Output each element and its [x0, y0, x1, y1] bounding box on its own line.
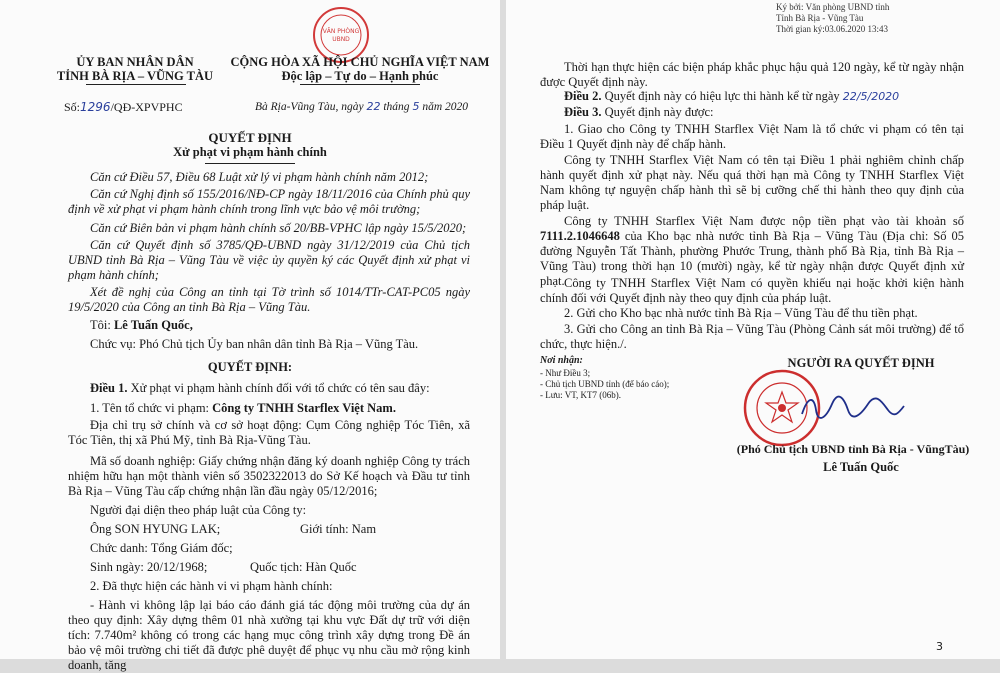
- decide-heading: QUYẾT ĐỊNH:: [207, 360, 293, 374]
- digital-signature-info: Ký bởi: Văn phòng UBND tỉnh Tỉnh Bà Rịa - Vũng Tàu Thời gian ký:03.06.2020 13:43: [776, 2, 890, 34]
- day-handwritten: 22: [366, 100, 381, 113]
- signer-role: (Phó Chủ tịch UBND tỉnh Bà Rịa - VũngTàu): [736, 442, 970, 456]
- payment-paragraph: Công ty TNHH Starflex Việt Nam được nộp tiền phạt vào tài khoản số 7111.2.1046648 của Kho bạc nhà nước tỉnh Bà Rịa – Vũng Tàu (Địa chỉ: Số 05 đường Nguyễn Tất Thành, phường Phước Trung, thành phố Bà Rịa, tỉnh Bà Rịa – Vũng Tàu) trong thời hạn 10 (mười) ngày, kể từ ngày nhận được Quyết định xử phạt.: [540, 214, 965, 288]
- rep-title: Chức danh: Tổng Giám đốc;: [90, 541, 233, 555]
- signer-position: Chức vụ: Phó Chủ tịch Ủy ban nhân dân tỉnh Bà Rịa – Vũng Tàu.: [90, 337, 419, 351]
- svg-text:UBND: UBND: [332, 36, 350, 43]
- article-1: Điều 1. Xử phạt vi phạm hành chính đối với tổ chức có tên sau đây:: [90, 381, 430, 395]
- recipient-item: - Chủ tịch UBND tỉnh (để báo cáo);: [540, 379, 670, 389]
- violation-description: - Hành vi không lập lại báo cáo đánh giá tác động môi trường của dự án theo quy định: Xây dựng thêm 01 nhà xưởng tại khu vực Đất dự trữ với diện tích: 7.740m² không có trong các hạng mục công trình xây dựng trong Đề án bảo vệ môi trường chi tiết đã được phê duyệt để phục vụ nhu cầu mở rộng kinh doanh, tăng: [68, 598, 470, 672]
- signature-icon: [798, 388, 908, 428]
- legal-basis-5: Xét đề nghị của Công an tỉnh tại Tờ trình số 1014/TTr-CAT-PC05 ngày 19/5/2020 của Công an tỉnh Bà Rịa – Vũng Tàu.: [68, 285, 470, 314]
- title-underline: [205, 163, 295, 164]
- rep-dob: Sinh ngày: 20/12/1968;: [90, 560, 208, 574]
- legal-rep-label: Người đại diện theo pháp luật của Công ty:: [90, 503, 307, 517]
- legal-basis-1: Căn cứ Điều 57, Điều 68 Luật xử lý vi phạm hành chính năm 2012;: [90, 170, 429, 184]
- signer-full-name: Lê Tuấn Quốc: [823, 460, 899, 474]
- nation-title: CỘNG HÒA XÃ HỘI CHỦ NGHĨA VIỆT NAM: [230, 55, 490, 69]
- decision-number-handwritten: 1296: [80, 100, 111, 114]
- org-name: Công ty TNHH Starflex Việt Nam.: [212, 401, 396, 415]
- article-3: Điều 3. Quyết định này được:: [564, 105, 714, 119]
- recipient-item: - Lưu: VT, KT7 (06b).: [540, 390, 622, 400]
- rep-name: Ông SON HYUNG LAK;: [90, 522, 221, 536]
- motto-underline: [300, 84, 420, 85]
- delivery-item-1: 1. Giao cho Công ty TNHH Starflex Việt Nam là tổ chức vi phạm có tên tại Điều 1 Quyết định này để chấp hành.: [540, 122, 964, 151]
- effective-date-handwritten: 22/5/2020: [842, 90, 900, 103]
- article-2: Điều 2. Quyết định này có hiệu lực thi hành kể từ ngày 22/5/2020: [564, 89, 900, 103]
- decision-number: Số:1296/QĐ-XPVPHC: [64, 100, 183, 114]
- violations-heading: 2. Đã thực hiện các hành vi vi phạm hành chính:: [90, 579, 333, 593]
- svg-text:VĂN PHÒNG: VĂN PHÒNG: [322, 28, 360, 35]
- recipients-list: [540, 368, 669, 401]
- appeal-paragraph: Công ty TNHH Starflex Việt Nam có quyền khiếu nại hoặc khởi kiện hành chính đối với Quyết định này theo quy định của pháp luật.: [540, 276, 964, 305]
- recipient-item: - Như Điều 3;: [540, 368, 591, 378]
- org-address: Địa chỉ trụ sở chính và cơ sở hoạt động: Cụm Công nghiệp Tóc Tiên, xã Tóc Tiên, thị xã Phú Mỹ, tỉnh Bà Rịa-Vũng Tàu.: [68, 418, 470, 447]
- page-number: 3: [936, 640, 943, 653]
- signer-heading: NGƯỜI RA QUYẾT ĐỊNH: [787, 356, 935, 370]
- remedy-deadline: Thời hạn thực hiện các biện pháp khắc phục hậu quả 120 ngày, kể từ ngày nhận được Quyết định này.: [540, 60, 964, 89]
- agency-underline: [86, 84, 186, 85]
- month-handwritten: 5: [412, 100, 420, 113]
- decision-page-1: [0, 0, 500, 672]
- legal-basis-3: Căn cứ Biên bản vi phạm hành chính số 20/BB-VPHC lập ngày 15/5/2020;: [90, 221, 467, 235]
- rep-gender: Giới tính: Nam: [300, 522, 377, 536]
- compliance-paragraph: Công ty TNHH Starflex Việt Nam có tên tại Điều 1 phải nghiêm chỉnh chấp hành quyết định xử phạt này. Nếu quá thời hạn mà Công ty TNHH Starflex Việt Nam không tự nguyện chấp hành thì sẽ bị cưỡng chế thi hành theo quy định của pháp luật.: [540, 153, 964, 212]
- issue-date: Bà Rịa-Vũng Tàu, ngày 22 tháng 5 năm 2020: [255, 100, 468, 113]
- rep-nationality: Quốc tịch: Hàn Quốc: [250, 560, 357, 574]
- signer-line: Tôi: Lê Tuấn Quốc,: [90, 318, 193, 332]
- signer-name: Lê Tuấn Quốc,: [113, 318, 193, 332]
- recipients-heading: Nơi nhận:: [540, 355, 583, 366]
- legal-basis-2: Căn cứ Nghị định số 155/2016/NĐ-CP ngày 18/11/2016 của Chính phủ quy định về xử phạt vi phạm hành chính trong lĩnh vực bảo vệ môi trường;: [68, 187, 470, 216]
- nation-motto: Độc lập – Tự do – Hạnh phúc: [281, 69, 439, 83]
- business-code: Mã số doanh nghiệp: Giấy chứng nhận đăng ký doanh nghiệp Công ty trách nhiệm hữu hạn một thành viên số 3502322013 do Sở Kế hoạch và Đầu tư tỉnh Bà Rịa – Vũng Tàu cấp chứng nhận lần đầu ngày 05/12/2016;: [68, 454, 470, 498]
- delivery-item-2: 2. Gửi cho Kho bạc nhà nước tỉnh Bà Rịa – Vũng Tàu để thu tiền phạt.: [564, 306, 918, 320]
- document-subtitle: Xử phạt vi phạm hành chính: [173, 145, 327, 159]
- account-number: 7111.2.1046648: [540, 229, 620, 243]
- document-title: QUYẾT ĐỊNH: [208, 130, 292, 145]
- agency-name-line2: TỈNH BÀ RỊA – VŨNG TÀU: [56, 69, 214, 83]
- decision-page-3: [506, 0, 1000, 659]
- delivery-item-3: 3. Gửi cho Công an tỉnh Bà Rịa – Vũng Tàu (Phòng Cảnh sát môi trường) để tổ chức, thực hiện./.: [540, 322, 964, 351]
- legal-basis-4: Căn cứ Quyết định số 3785/QĐ-UBND ngày 31/12/2019 của Chủ tịch UBND tỉnh Bà Rịa – Vũng Tàu về việc ủy quyền ký các Quyết định xử phạt vi phạm hành chính;: [68, 238, 470, 282]
- org-name-line: 1. Tên tổ chức vi phạm: Công ty TNHH Starflex Việt Nam.: [90, 401, 396, 415]
- agency-name-line1: ỦY BAN NHÂN DÂN: [76, 55, 194, 69]
